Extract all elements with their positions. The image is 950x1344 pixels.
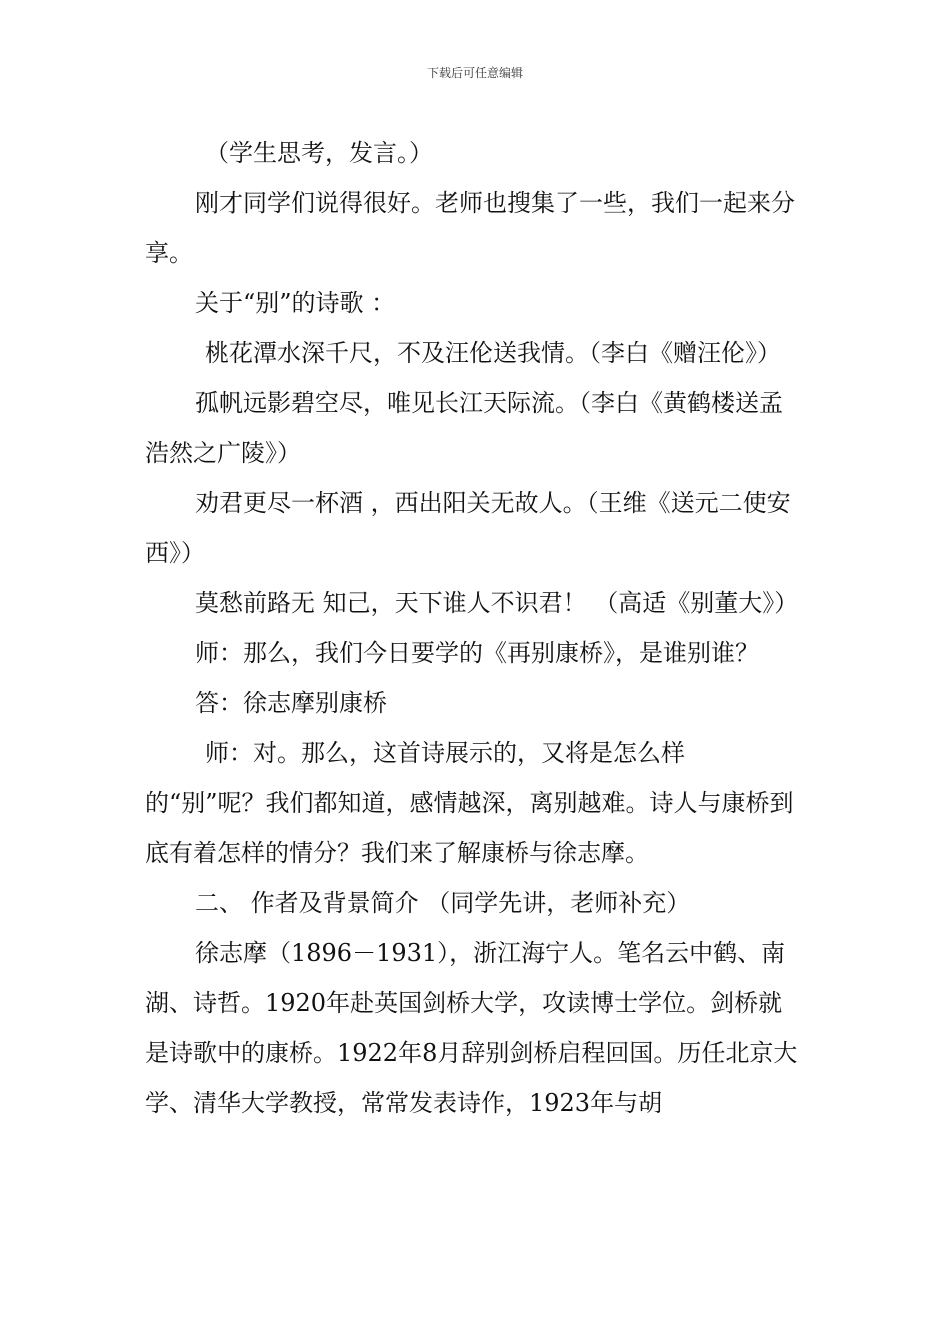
page-header: 下载后可任意编辑 (426, 66, 523, 80)
paragraph-poems-heading: 关于“别”的诗歌 ： (195, 289, 396, 317)
paragraph-teacher-explanation: 师：对。那么，这首诗展示的，又将是怎么样的“别”呢？我们都知道，感情越深，离别越难。诗人与康桥到底有着怎样的情分？我们来了解康桥与徐志摩。 (145, 739, 794, 867)
poem-line-song-yuan-er: 劝君更尽一杯酒 ，西出阳关无故人。（王维《送元二使安西》） (145, 489, 791, 567)
paragraph-teacher-intro: 刚才同学们说得很好。老师也搜集了一些，我们一起来分享。 (145, 189, 795, 267)
document-body (145, 128, 805, 1128)
paragraph-teacher-question: 师：那么，我们今日要学的《再别康桥》，是谁别谁？ (195, 639, 759, 667)
paragraph-student-discussion: （学生思考，发言。） (205, 139, 433, 167)
paragraph-author-bio: 徐志摩（1896－1931），浙江海宁人。笔名云中鹤、南湖、诗哲。1920年赴英国剑桥大学，攻读博士学位。剑桥就是诗歌中的康桥。1922年8月辞别剑桥启程回国。历任北京大学、清华大学教授，常常发表诗作，1923年与胡 (145, 939, 798, 1117)
poem-line-bie-dong-da: 莫愁前路无 知己，天下谁人不识君！ （高适《别董大》） (195, 589, 799, 617)
poem-line-huang-he-lou: 孤帆远影碧空尽，唯见长江天际流。（李白《黄鹤楼送孟浩然之广陵》） (145, 389, 783, 467)
paragraph-answer: 答：徐志摩别康桥 (195, 689, 387, 717)
section-heading-author-background: 二、 作者及背景简介 （同学先讲，老师补充） (195, 889, 691, 917)
poem-line-zeng-wang-lun: 桃花潭水深千尺，不及汪伦送我情。（李白《赠汪伦》） (205, 339, 781, 367)
